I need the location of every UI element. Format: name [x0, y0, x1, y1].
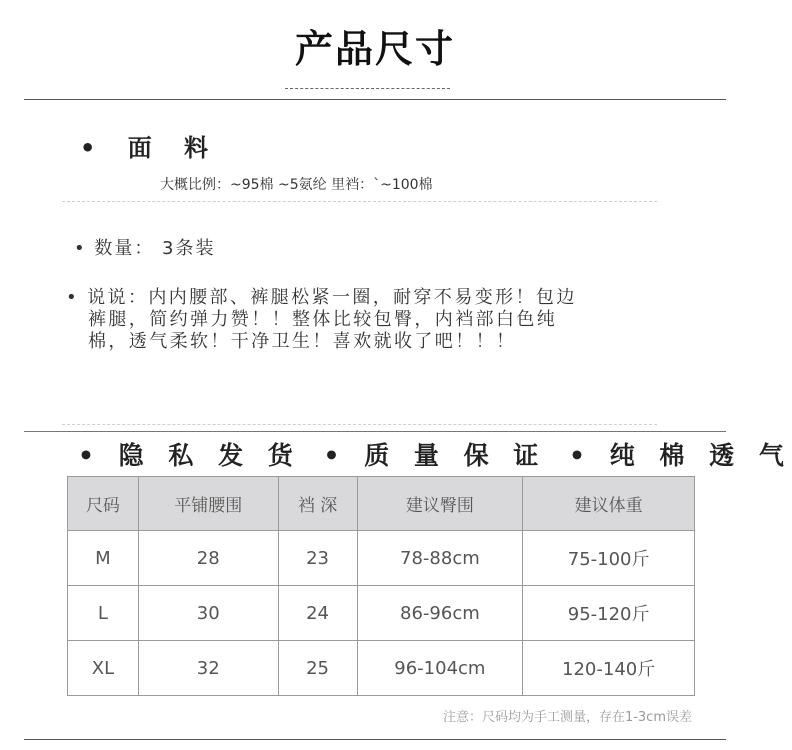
fabric-dotted-divider	[62, 201, 657, 202]
measurement-note: 注意：尺码均为手工测量，存在1-3cm误差	[442, 710, 692, 725]
feature-strip	[78, 436, 792, 472]
table-header-row	[68, 477, 695, 531]
fabric-ratio-text: 大概比例：~95棉 ~5氨纶 里裆：`~100棉	[160, 177, 433, 193]
table-row	[68, 531, 695, 586]
page-title: 产品尺寸	[294, 27, 455, 71]
cell-hip: 78-88cm	[357, 531, 523, 586]
cell-weight: 95-120斤	[523, 586, 695, 641]
header-hip: 建议臀围	[357, 477, 523, 531]
description-line: 裤腿，简约弹力赞！！整体比较包臀，内裆部白色纯	[88, 309, 558, 330]
description-line: 棉，透气柔软！干净卫生！喜欢就收了吧！！！	[88, 331, 517, 352]
description-line: • 说说：内内腰部、裤腿松紧一圈，耐穿不易变形！包边	[66, 287, 577, 308]
description-block	[66, 287, 666, 353]
header-rise: 裆 深	[278, 477, 357, 531]
cell-hip: 86-96cm	[357, 586, 523, 641]
top-divider	[24, 99, 726, 100]
table-row	[68, 586, 695, 641]
cell-waist: 30	[138, 586, 278, 641]
cell-size: XL	[68, 641, 139, 696]
header-size: 尺码	[68, 477, 139, 531]
header-waist: 平铺腰围	[138, 477, 278, 531]
cell-rise: 25	[278, 641, 357, 696]
feature-quality-guarantee: • 质 量 保 证	[323, 441, 547, 470]
size-table	[67, 476, 695, 696]
cell-size: M	[68, 531, 139, 586]
quantity-text: • 数量： 3条装	[74, 238, 216, 259]
cell-weight: 75-100斤	[523, 531, 695, 586]
cell-rise: 23	[278, 531, 357, 586]
cell-weight: 120-140斤	[523, 641, 695, 696]
bottom-divider	[24, 739, 726, 740]
header-weight: 建议体重	[523, 477, 695, 531]
title-dashed-underline	[285, 88, 450, 89]
feature-cotton-breathable: • 纯 棉 透 气	[569, 441, 792, 470]
cell-rise: 24	[278, 586, 357, 641]
feature-private-shipping: • 隐 私 发 货	[78, 441, 301, 470]
cell-hip: 96-104cm	[357, 641, 523, 696]
cell-waist: 32	[138, 641, 278, 696]
description-dotted-divider	[62, 424, 657, 425]
cell-waist: 28	[138, 531, 278, 586]
table-row	[68, 641, 695, 696]
fabric-heading: • 面 料	[80, 134, 221, 162]
cell-size: L	[68, 586, 139, 641]
section-divider	[24, 431, 726, 432]
